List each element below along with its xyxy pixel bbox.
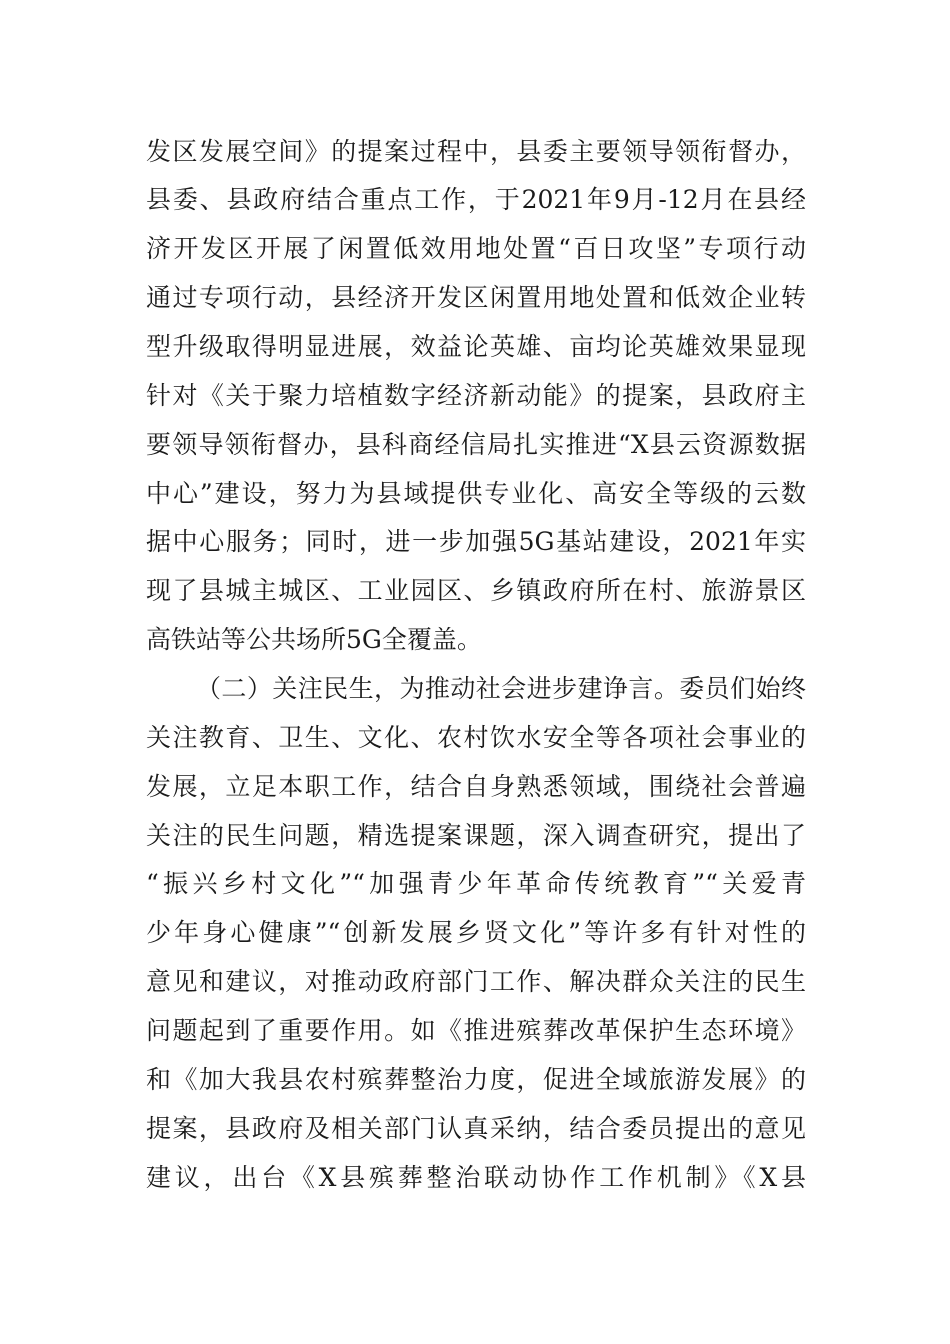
- text-line-22: 建议，出台《X县殡葬整治联动协作工作机制》《X县: [146, 1163, 806, 1192]
- text-line-5: 型升级取得明显进展，效益论英雄、亩均论英雄效果显现: [146, 332, 806, 361]
- text-line-4: 通过专项行动，县经济开发区闲置用地处置和低效企业转: [146, 283, 806, 312]
- text-line-3: 济开发区开展了闲置低效用地处置“百日攻坚”专项行动: [146, 234, 806, 263]
- text-line-13: 关注教育、卫生、文化、农村饮水安全等各项社会事业的: [146, 723, 806, 752]
- text-line-9: 据中心服务；同时，进一步加强5G基站建设，2021年实: [146, 527, 806, 556]
- text-line-16: “振兴乡村文化”“加强青少年革命传统教育”“关爱青: [146, 869, 806, 898]
- text-line-7: 要领导领衔督办，县科商经信局扎实推进“X县云资源数据: [146, 430, 806, 459]
- text-line-11: 高铁站等公共场所5G全覆盖。: [146, 625, 482, 654]
- text-line-2: 县委、县政府结合重点工作，于2021年9月-12月在县经: [146, 185, 806, 214]
- text-line-18: 意见和建议，对推动政府部门工作、解决群众关注的民生: [146, 967, 806, 996]
- text-line-17: 少年身心健康”“创新发展乡贤文化”等许多有针对性的: [146, 918, 806, 947]
- text-line-21: 提案，县政府及相关部门认真采纳，结合委员提出的意见: [146, 1114, 806, 1143]
- text-line-19: 问题起到了重要作用。如《推进殡葬改革保护生态环境》: [146, 1016, 806, 1045]
- text-line-20: 和《加大我县农村殡葬整治力度，促进全域旅游发展》的: [146, 1065, 806, 1094]
- text-line-14: 发展，立足本职工作，结合自身熟悉领域，围绕社会普遍: [146, 772, 806, 801]
- text-line-8: 中心”建设，努力为县域提供专业化、高安全等级的云数: [146, 479, 806, 508]
- section-heading-line: （二）关注民生，为推动社会进步建诤言。委员们始终: [196, 674, 806, 703]
- text-line-15: 关注的民生问题，精选提案课题，深入调查研究，提出了: [146, 821, 806, 850]
- text-line-1: 发区发展空间》的提案过程中，县委主要领导领衔督办，: [146, 137, 806, 166]
- text-line-6: 针对《关于聚力培植数字经济新动能》的提案，县政府主: [146, 381, 806, 410]
- text-line-10: 现了县城主城区、工业园区、乡镇政府所在村、旅游景区: [146, 576, 806, 605]
